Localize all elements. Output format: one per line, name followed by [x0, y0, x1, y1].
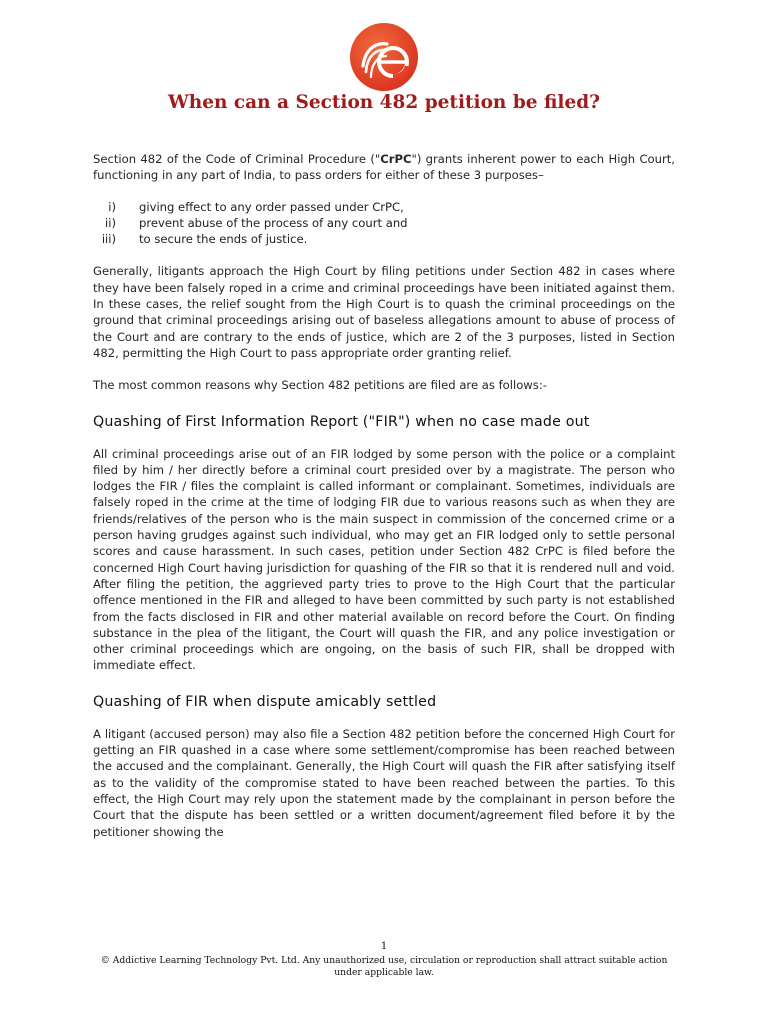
intro-text-start: Section 482 of the Code of Criminal Procedure (": [93, 152, 381, 166]
list-item-text: giving effect to any order passed under CrPC,: [139, 199, 404, 214]
list-item-text: prevent abuse of the process of any court and: [139, 215, 408, 230]
reasons-paragraph: The most common reasons why Section 482 petitions are filed are as follows:-: [93, 378, 547, 393]
intro-text-end: ") grants inherent power to each High Court, functioning in any part of India, to pass orders for either of these 3 purposes–: [93, 152, 675, 183]
section-body-settled: A litigant (accused person) may also file a Section 482 petition before the concerned High Court for getting an FIR quashed in a case where some settlement/compromise has been reached between the accused and the complainant. Generally, the High Court will quash the FIR after satisfying itself as to the validity of the compromise stated to have been reached between the parties. To this effect, the High Court may rely upon the statement made by the complainant in person before the Court that the dispute has been settled or a written document/agreement filed before it by the petitioner showing the: [93, 726, 675, 839]
page-footer: [0, 941, 768, 979]
copyright-notice: © Addictive Learning Technology Pvt. Ltd. Any unauthorized use, circulation or reproduction shall attract suitable action under applicable law.: [100, 955, 668, 978]
section-heading-settled: Quashing of FIR when dispute amicably settled: [93, 693, 437, 710]
list-item-number: iii): [101, 232, 116, 247]
list-item-text: to secure the ends of justice.: [139, 232, 308, 247]
list-item: [93, 199, 675, 215]
intro-paragraph: [93, 151, 675, 184]
intro-bold-term: CrPC: [380, 152, 412, 166]
page-number: 1: [380, 941, 388, 952]
list-item: [93, 231, 675, 247]
page-title: When can a Section 482 petition be filed?: [168, 92, 600, 113]
purposes-list: [93, 199, 675, 248]
company-logo-icon: [349, 22, 419, 92]
list-item-number: i): [108, 199, 116, 214]
generally-paragraph: Generally, litigants approach the High Court by filing petitions under Section 482 in cases where they have been falsely roped in a crime and criminal proceedings have been initiated against them. In these cases, the relief sought from the High Court is to quash the criminal proceedings on the ground that criminal proceedings arising out of baseless allegations amount to abuse of process of the Court and are contrary to the ends of justice, which are 2 of the 3 purposes, listed in Section 482, permitting the High Court to pass appropriate order granting relief.: [93, 264, 675, 360]
section-body-fir: All criminal proceedings arise out of an FIR lodged by some person with the police or a complaint filed by him / her directly before a criminal court presided over by a magistrate. The person who lodges the FIR / files the complaint is called informant or complainant. Sometimes, individuals are falsely roped in the crime at the time of lodging FIR due to various reasons such as when they are friends/relatives of the person who is the main suspect in commission of the concerned crime or a person having grudges against such individual, who may get an FIR lodged only to settle personal scores and cause harassment. In such cases, petition under Section 482 CrPC is filed before the concerned High Court having jurisdiction for quashing of the FIR so that it is rendered null and void. After filing the petition, the aggrieved party tries to prove to the High Court that the particular offence mentioned in the FIR and alleged to have been committed by such party is not established from the facts disclosed in FIR and other material available on record before the Court. On finding substance in the plea of the litigant, the Court will quash the FIR, and any police investigation or other criminal proceedings which are ongoing, on the basis of such FIR, shall be dropped with immediate effect.: [93, 446, 675, 673]
list-item: [93, 215, 675, 231]
section-heading-fir: Quashing of First Information Report ("FIR") when no case made out: [93, 413, 590, 430]
list-item-number: ii): [105, 215, 116, 230]
document-body: [93, 151, 675, 840]
